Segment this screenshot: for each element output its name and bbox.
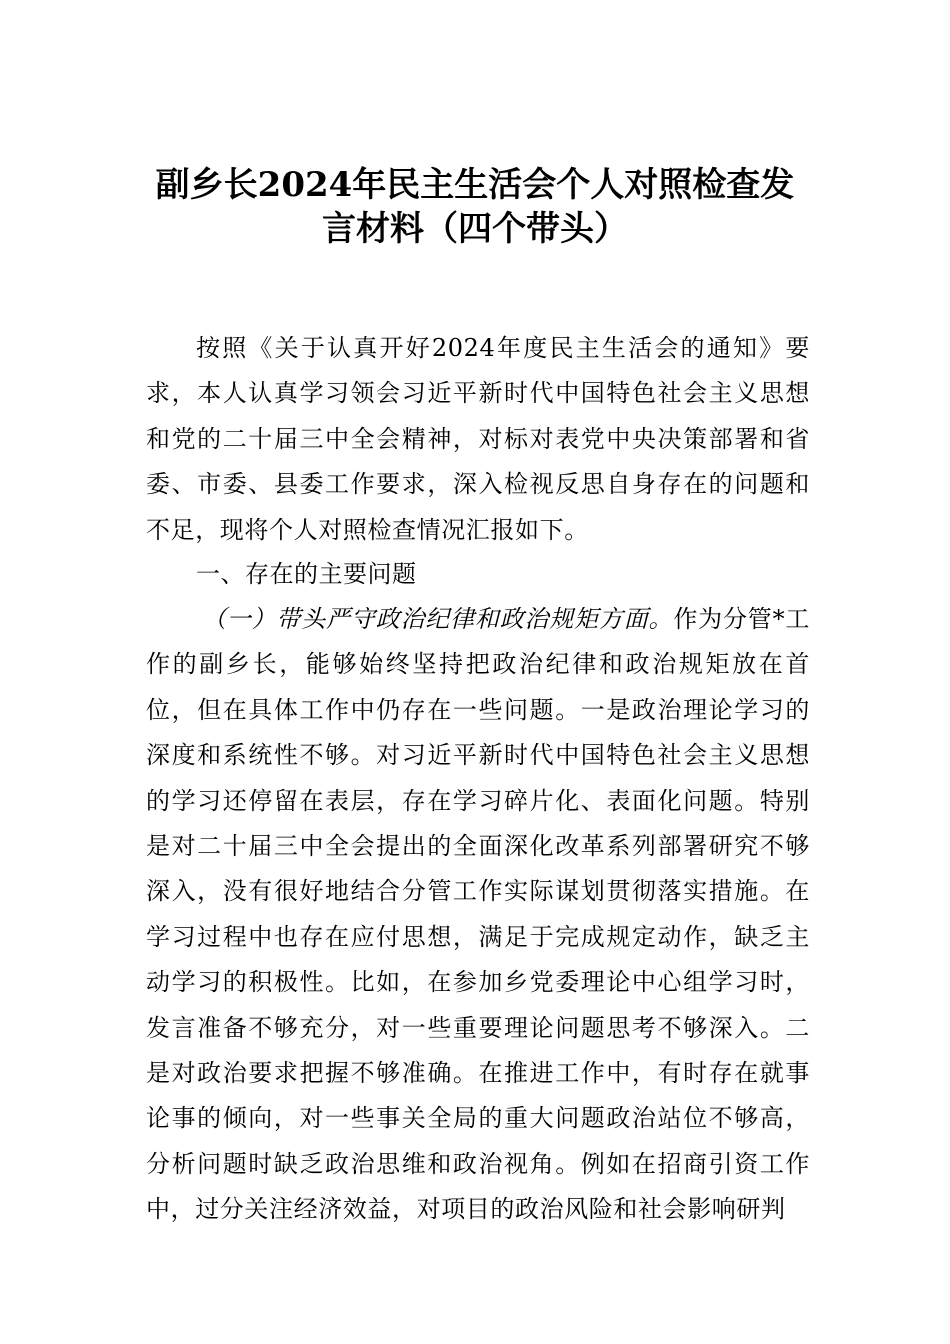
subsection-heading-1: （一）带头严守政治纪律和政治规矩方面。 [202,605,674,633]
intro-paragraph: 按照《关于认真开好2024年度民主生活会的通知》要求，本人认真学习领会习近平新时代中国特色社会主义思想和党的二十届三中全会精神，对标对表党中央决策部署和省委、市委、县委工作要求，深入检视反思自身存在的问题和不足，现将个人对照检查情况汇报如下。 [146,334,810,544]
subsection-paragraph-1 [146,597,810,1233]
document-title-line-2: 言材料（四个带头） [322,209,628,249]
section-heading-problems: 一、存在的主要问题 [196,560,417,588]
document-title-line-1: 副乡长2024年民主生活会个人对照检查发 [155,165,795,205]
subsection-body-1: 作为分管*工作的副乡长，能够始终坚持把政治纪律和政治规矩放在首位，但在具体工作中仍存在一些问题。一是政治理论学习的深度和系统性不够。对习近平新时代中国特色社会主义思想的学习还停留在表层，存在学习碎片化、表面化问题。特别是对二十届三中全会提出的全面深化改革系列部署研究不够深入，没有很好地结合分管工作实际谋划贯彻落实措施。在学习过程中也存在应付思想，满足于完成规定动作，缺乏主动学习的积极性。比如，在参加乡党委理论中心组学习时，发言准备不够充分，对一些重要理论问题思考不够深入。二是对政治要求把握不够准确。在推进工作中，有时存在就事论事的倾向，对一些事关全局的重大问题政治站位不够高，分析问题时缺乏政治思维和政治视角。例如在招商引资工作中，过分关注经济效益，对项目的政治风险和社会影响研判 [146,605,810,1224]
